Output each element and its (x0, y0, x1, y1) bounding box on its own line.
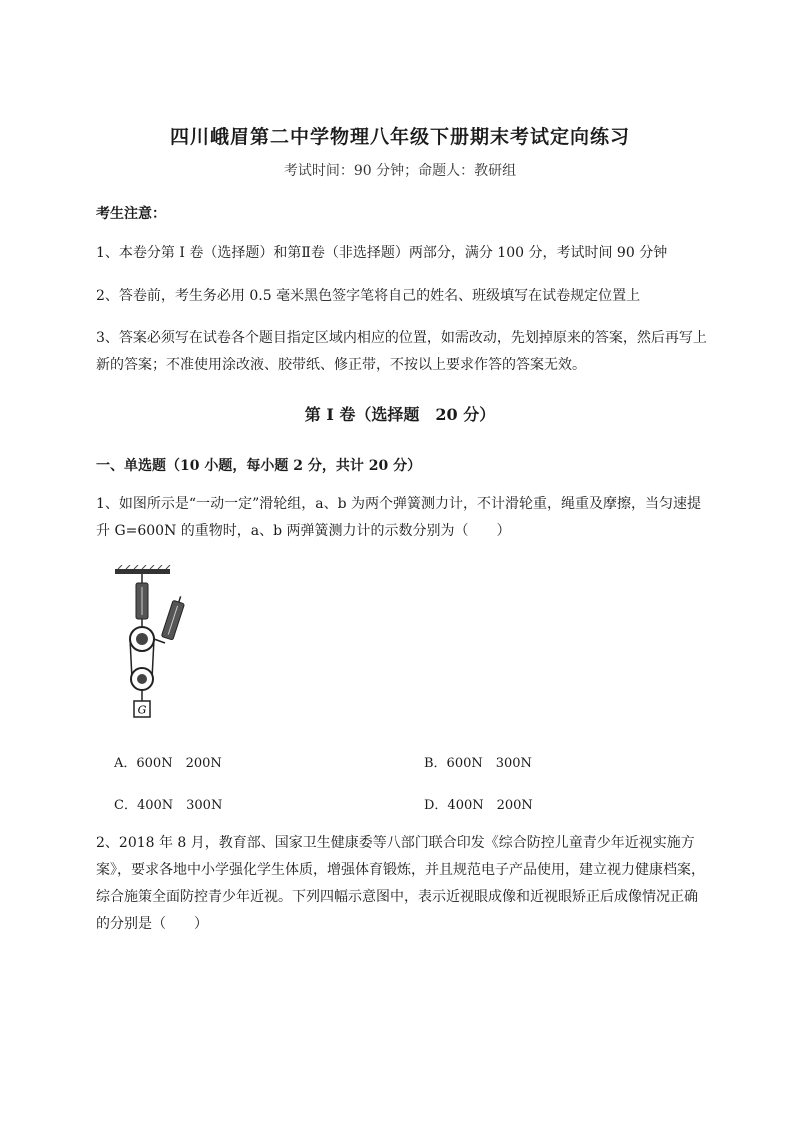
option-a[interactable]: A．600N 200N (114, 756, 222, 771)
notice-item-1: 1、本卷分第 I 卷（选择题）和第Ⅱ卷（非选择题）两部分，满分 100 分，考试时间 90 分钟 (96, 245, 668, 261)
notice-item-2: 2、答卷前，考生务必用 0.5 毫米黑色签字笔将自己的姓名、班级填写在试卷规定位置上 (96, 288, 641, 304)
option-d[interactable]: D．400N 200N (424, 798, 533, 813)
exam-info: 考试时间：90 分钟；命题人：教研组 (283, 163, 517, 179)
notice-heading: 考生注意： (96, 206, 166, 222)
option-c[interactable]: C．400N 300N (114, 798, 223, 813)
question-1-text: 1、如图所示是“一动一定”滑轮组，a、b 为两个弹簧测力计，不计滑轮重，绳重及摩擦，当匀速提升 G=600N 的重物时，a、b 两弹簧测力计的示数分别为（ ） (96, 496, 701, 539)
notice-item-3: 3、答案必须写在试卷各个题目指定区域内相应的位置，如需改动，先划掉原来的答案，然后再写上新的答案；不准使用涂改液、胶带纸、修正带，不按以上要求作答的答案无效。 (96, 330, 707, 373)
pulley-diagram-icon (110, 565, 200, 725)
section-title: 第 I 卷（选择题 20 分） (304, 405, 496, 424)
page-title: 四川峨眉第二中学物理八年级下册期末考试定向练习 (169, 126, 630, 148)
question-2-text: 2、2018 年 8 月，教育部、国家卫生健康委等八部门联合印发《综合防控儿童青少年近视实施方案》，要求各地中小学强化学生体质，增强体育锻炼，并且规范电子产品使用，建立视力健康档案，综合施策全面防控青少年近视。下列四幅示意图中，表示近视眼成像和近视眼矫正后成像情况正确的分别是（ ） (96, 835, 705, 932)
part-heading: 一、单选题（10 小题，每小题 2 分，共计 20 分） (96, 458, 422, 474)
option-b[interactable]: B．600N 300N (424, 756, 532, 771)
weight-label: G (137, 703, 147, 717)
pulley-figure (110, 565, 200, 725)
